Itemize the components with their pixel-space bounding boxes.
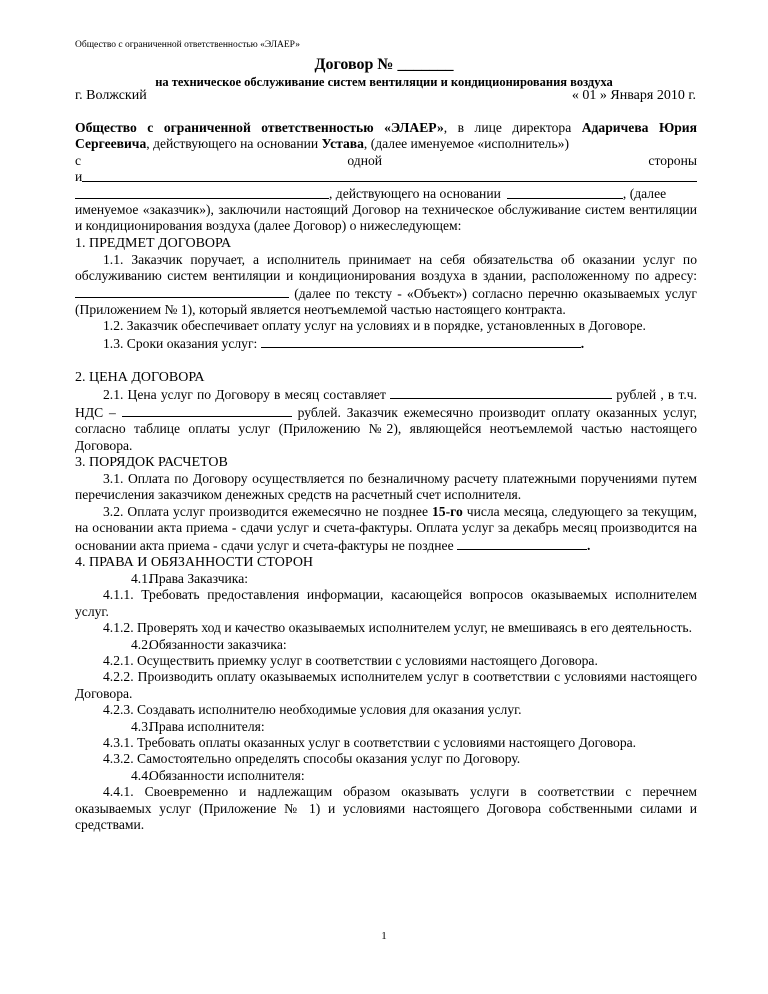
clause-4-3-2: 4.3.2. Самостоятельно определять способы оказания услуг по Договору. [103, 751, 521, 767]
contract-date: « 01 » Января 2010 г. [571, 88, 696, 103]
address-blank[interactable] [75, 285, 289, 298]
contract-city: г. Волжский [75, 88, 147, 103]
spacer [75, 352, 697, 369]
vat-amount-blank[interactable] [122, 404, 292, 417]
clause-text: 2.1. Цена услуг по Договору в месяц составляет [103, 387, 386, 403]
clause-4-1-2: 4.1.2. Проверять ход и качество оказываемых исполнителем услуг, не вмешиваясь в его деятельность. [103, 620, 693, 636]
intro-word: с [75, 152, 82, 168]
clause-4-1 [75, 571, 697, 587]
clause-number: 4.1. [131, 570, 152, 586]
clause-text: 3.2. Оплата услуг производится ежемесячно не позднее [103, 503, 432, 519]
intro-word: одной [347, 152, 383, 168]
clause-text: Права Заказчика: [149, 570, 249, 586]
intro-director-name: Адаричева Юрия Сергеевича [75, 120, 697, 152]
section-1-heading: 1. ПРЕДМЕТ ДОГОВОРА [75, 235, 232, 251]
clause-1-1 [75, 252, 697, 319]
december-payment-blank[interactable] [457, 537, 587, 550]
clause-4-4-1: 4.4.1. Своевременно и надлежащим образом оказывать услуги в соответствии с перечнем оказываемых услуг (Приложение № 1) и условиями настоящего Договора собственными силами и средствами. [75, 784, 697, 833]
intro-basis: Устава [321, 136, 364, 152]
clause-4-1-1: 4.1.1. Требовать предоставления информации, касающейся вопросов оказываемых исполнителем услуг. [75, 587, 697, 619]
intro-text: , (далее [622, 185, 667, 201]
clause-4-2-2: 4.2.2. Производить оплату оказываемых исполнителем услуг в соответствии с условиями настоящего Договора. [75, 669, 697, 701]
clause-4-4 [75, 768, 697, 784]
customer-name-blank[interactable] [82, 169, 697, 182]
intro-line-side [75, 153, 697, 169]
intro-text: , действующего на основании [146, 136, 322, 152]
clause-number: 4.3. [131, 718, 152, 734]
intro-text: , действующего на основании [329, 185, 501, 201]
intro-word: стороны [648, 152, 697, 168]
clause-1-2: 1.2. Заказчик обеспечивает оплату услуг на условиях и в порядке, установленных в Договоре. [103, 318, 646, 334]
clause-3-2: 3.2. Оплата услуг производится ежемесячно не позднее 15-го числа месяца, следующего за текущим, на основании акта приема - сдачи услуг и счета-фактуры. Оплата услуг за декабрь месяц производится на основании акта приема - сдачи услуг и счета-фактуры не позднее . [75, 503, 698, 553]
clause-4-2 [75, 637, 697, 653]
contract-subtitle: на техническое обслуживание систем вентиляции и кондиционирования воздуха [155, 75, 613, 89]
payment-day: 15-го [432, 503, 463, 519]
clause-text: (далее по тексту - «Объект») [294, 285, 467, 301]
intro-text: , (далее именуемое «исполнитель») [363, 136, 569, 152]
clause-text: согласно перечню оказываемых услуг (Приложением № 1), который является неотъемлемой частью настоящего контракта. [75, 285, 697, 318]
clause-2-1 [75, 386, 697, 454]
clause-text: 1.3. Сроки оказания услуг: [103, 335, 258, 351]
clause-number: 4.2. [131, 636, 152, 652]
clause-4-3 [75, 719, 697, 735]
intro-paragraph [75, 120, 697, 153]
intro-conclusion: именуемое «заказчик»), заключили настоящий Договор на техническое обслуживание систем вентиляции и кондиционирования воздуха (далее Договор) о нижеследующем: [75, 202, 697, 234]
service-term-blank[interactable] [261, 335, 581, 348]
section-3-heading: 3. ПОРЯДОК РАСЧЕТОВ [75, 454, 228, 470]
intro-line-customer [75, 169, 697, 185]
intro-company-name: Общество с ограниченной ответственностью «ЭЛАЕР» [75, 120, 444, 135]
clause-text: Обязанности исполнителя: [149, 767, 305, 783]
company-header-small: Общество с ограниченной ответственностью «ЭЛАЕР» [75, 40, 300, 50]
clause-text: 1.1. Заказчик поручает, а исполнитель принимает на себя обязательства об оказании услуг по обслуживанию систем вентиляции и кондиционирования воздуха в здании, расположенному по адресу: [75, 251, 697, 284]
intro-text: , в лице директора [443, 120, 582, 135]
contract-title: Договор № _______ [314, 56, 454, 73]
customer-rep-blank[interactable] [75, 186, 329, 199]
section-4-heading: 4. ПРАВА И ОБЯЗАННОСТИ СТОРОН [75, 554, 314, 570]
clause-4-2-1: 4.2.1. Осуществить приемку услуг в соответствии с условиями настоящего Договора. [103, 652, 598, 668]
clause-1-3: 1.3. Сроки оказания услуг: . [103, 335, 585, 351]
intro-word: и [75, 169, 83, 185]
clause-number: 4.4. [131, 767, 152, 783]
intro-line-basis [75, 186, 697, 202]
clause-text: рублей. Заказчик ежемесячно производит оплату оказанных услуг, согласно таблице оплаты услуг (Приложению №2), являющейся неотъемлемой частью настоящего Договора. [75, 404, 698, 453]
clause-text: , в т.ч. НДС – [75, 387, 698, 420]
monthly-price-blank[interactable] [390, 386, 612, 399]
page-number: 1 [381, 930, 387, 942]
contract-body [75, 120, 697, 833]
clause-text: Обязанности заказчика: [149, 636, 287, 652]
clause-text: рублей [616, 387, 657, 403]
clause-3-1: 3.1. Оплата по Договору осуществляется по безналичному расчету платежными поручениями путем перечисления заказчиком денежных средств на расчетный счет исполнителя. [75, 470, 697, 503]
section-2-heading: 2. ЦЕНА ДОГОВОРА [75, 370, 205, 386]
customer-basis-blank[interactable] [507, 186, 623, 199]
clause-4-2-3: 4.2.3. Создавать исполнителю необходимые условия для оказания услуг. [103, 702, 522, 718]
clause-text: Права исполнителя: [149, 718, 265, 734]
clause-4-3-1: 4.3.1. Требовать оплаты оказанных услуг в соответствии с условиями настоящего Договора. [103, 735, 637, 750]
clause-text: числа месяца, следующего за текущим, на основании акта приема - сдачи услуг и счета-фактуры. Оплата услуг за декабрь месяц производится на основании акта приема - сдачи услуг и счета-фактуры не позднее [75, 503, 698, 553]
